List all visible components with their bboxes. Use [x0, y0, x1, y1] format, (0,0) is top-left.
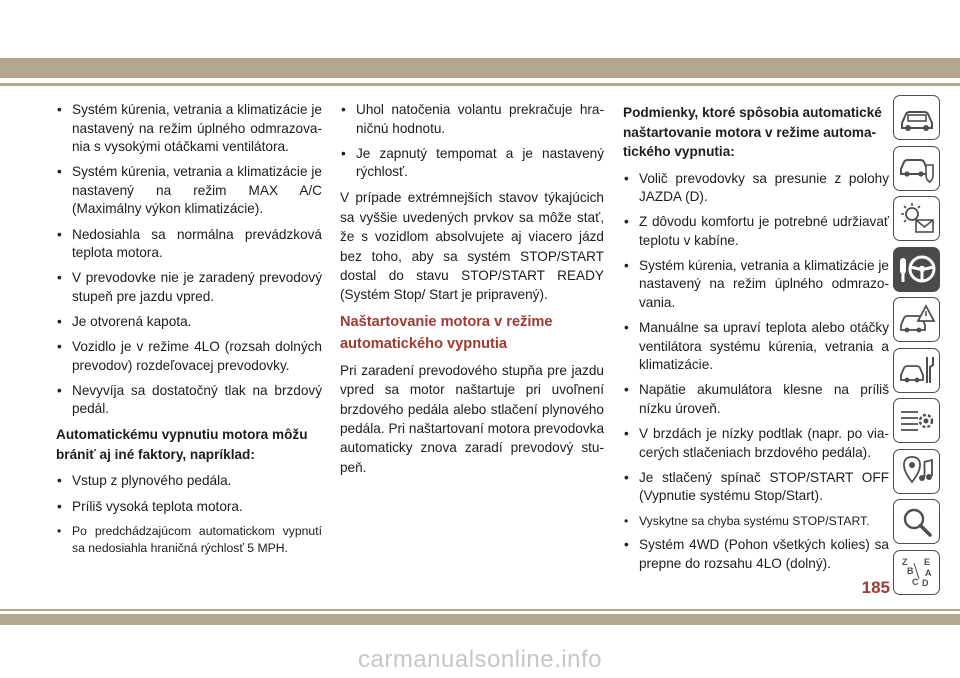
restart-conditions-list: [623, 170, 889, 574]
list-item: • V brzdách je nízky podtlak (napr. po via-cerých stlačeniach brzdového pedála).: [623, 425, 889, 462]
tab-maintenance[interactable]: [893, 348, 940, 393]
list-item: • Nedosiahla sa normálna prevádzková teplota motora.: [56, 226, 322, 263]
list-item: • Z dôvodu komfortu je potrebné udržiavať teplotu v kabíne.: [623, 213, 889, 250]
list-item: • Príliš vysoká teplota motora.: [56, 498, 322, 517]
list-item: • Nevyvíja sa dostatočný tlak na brzdový pedál.: [56, 382, 322, 419]
tab-search[interactable]: [893, 499, 940, 544]
car-safety-icon: [898, 151, 936, 185]
tab-safety[interactable]: [893, 146, 940, 191]
index-letter: E: [923, 557, 930, 567]
tab-multimedia[interactable]: [893, 449, 940, 494]
column-3: [623, 101, 889, 580]
index-letter: C: [911, 577, 918, 587]
specifications-icon: [898, 404, 936, 438]
page-number: 185: [861, 578, 890, 597]
list-item: • Napätie akumulátora klesne na príliš nízku úroveň.: [623, 381, 889, 418]
car-info-icon: [898, 101, 936, 135]
list-item: • Uhol natočenia volantu prekračuje hra-ničnú hodnotu.: [340, 101, 604, 138]
paragraph: V prípade extrémnejších stavov týkajúcich sa vyššie uvedených prvkov sa môže stať, že s vozidlom absolvujete aj viacero jázd bez toho, aby sa systém STOP/START dostal do stavu STOP/START READY (Systém Stop/ Start je pripravený).: [340, 190, 604, 303]
tab-warning-lights[interactable]: [893, 196, 940, 241]
list-item: • V prevodovke nie je zaradený prevodový stupeň pre jazdu vpred.: [56, 269, 322, 306]
tab-starting-operating[interactable]: [893, 247, 940, 292]
header-rule: [0, 83, 960, 86]
search-icon: [898, 505, 936, 539]
header-band: [0, 58, 960, 78]
list-item: • Je stlačený spínač STOP/START OFF (Vypnutie systému Stop/Start).: [623, 469, 889, 506]
paragraph: Pri zaradení prevodového stupňa pre jazdu vpred sa motor naštartuje pri uvoľnení brzdového pedála alebo stlačení plynového pedála. Pri naštartovaní motora prevodovka automaticky znova zaradí prevodový stu-peň.: [340, 362, 604, 475]
index-letter: B: [906, 566, 913, 576]
index-letter: A: [924, 568, 931, 578]
tab-emergency[interactable]: [893, 297, 940, 342]
footer-band: [0, 614, 960, 625]
list-item: • Systém kúrenia, vetrania a klimatizácie je nastavený na režim úplného odmrazova-nia s vysokými otáčkami ventilátora.: [56, 101, 322, 157]
index-letter: Z: [901, 557, 907, 567]
list-item: • Systém 4WD (Pohon všetkých kolies) sa prepne do rozsahu 4LO (dolný).: [623, 536, 889, 573]
conditions-list-a: [56, 101, 322, 419]
steering-wheel-icon: [898, 252, 936, 286]
list-item: • Systém kúrenia, vetrania a klimatizácie je nastavený na režim MAX A/C (Maximálny výkon klimatizácie).: [56, 163, 322, 219]
footer-rule: [0, 609, 960, 611]
column-2: [340, 101, 604, 483]
top-margin: [0, 0, 960, 58]
section-tabs: [893, 95, 942, 600]
other-factors-heading: Automatickému vypnutiu motora môžu brániť aj iné faktory, napríklad:: [56, 427, 308, 462]
watermark: carmanualsonline.info: [358, 646, 602, 673]
list-item: • Manuálne sa upraví teplota alebo otáčky ventilátora systému kúrenia, vetrania a klimatizácie.: [623, 319, 889, 375]
multimedia-icon: [898, 454, 936, 488]
index-icon: [898, 555, 936, 589]
tab-index[interactable]: [893, 550, 940, 595]
list-item: • Je otvorená kapota.: [56, 313, 322, 332]
list-item: • Je zapnutý tempomat a je nastavený rýchlosť.: [340, 145, 604, 182]
index-letter: D: [921, 578, 928, 588]
column-1: [56, 101, 322, 563]
tab-car-info[interactable]: [893, 95, 940, 140]
conditions-list-c: [340, 101, 604, 182]
list-item: • Vstup z plynového pedála.: [56, 472, 322, 491]
list-item: • Volič prevodovky sa presunie z polohy JAZDA (D).: [623, 170, 889, 207]
section-heading: Naštartovanie motora v režime automatického vypnutia: [340, 313, 553, 352]
restart-conditions-heading: Podmienky, ktoré spôsobia automatické naštartovanie motora v režime automa-tického vypnutia:: [623, 105, 882, 159]
conditions-list-b: [56, 472, 322, 556]
list-item: • Vozidlo je v režime 4LO (rozsah dolných prevodov) rozdeľovacej prevodovky.: [56, 338, 322, 375]
list-item: • Po predchádzajúcom automatickom vypnutí sa nedosiahla hraničná rýchlosť 5 MPH.: [56, 523, 322, 557]
warning-lights-icon: [898, 202, 936, 236]
emergency-triangle-icon: [898, 303, 936, 337]
list-item: • Systém kúrenia, vetrania a klimatizácie je nastavený na režim úplného odmrazo-vania.: [623, 257, 889, 313]
maintenance-tools-icon: [898, 353, 936, 387]
tab-specifications[interactable]: [893, 398, 940, 443]
list-item: • Vyskytne sa chyba systému STOP/START.: [623, 513, 889, 530]
